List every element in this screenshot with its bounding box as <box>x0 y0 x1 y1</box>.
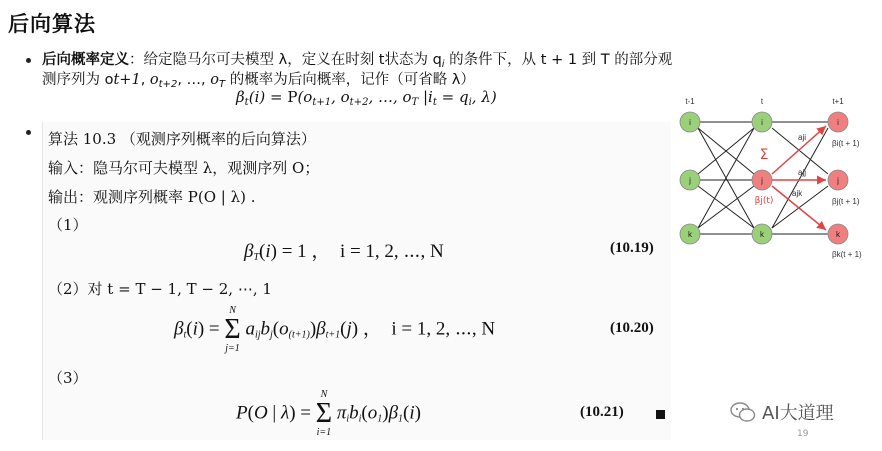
beta-right-label: βj(t + 1) <box>832 197 860 206</box>
definition-line-1: 后向概率定义：给定隐马尔可夫模型 λ，定义在时刻 t状态为 $q_i$ 的条件下，从 t + 1 到 T 的部分观 <box>42 52 673 70</box>
edge-label: ajj <box>798 168 807 177</box>
node-label: k <box>688 230 692 239</box>
bullet-dot <box>26 130 31 135</box>
beta-right-label: βk(t + 1) <box>832 250 862 259</box>
step-1-label: （1） <box>48 216 88 234</box>
bullet-dot <box>26 58 31 63</box>
col-label: t+1 <box>832 97 844 106</box>
node-label: k <box>760 230 764 239</box>
qed-square-icon <box>656 410 665 419</box>
definition-label: 后向概率定义 <box>42 52 129 68</box>
node-label: i <box>689 118 691 127</box>
node-label: i <box>837 118 839 127</box>
definition-text-d: 的概率为后向概率，记作（可省略 λ） <box>225 72 475 88</box>
beta-center-label: βj(t) <box>754 196 774 206</box>
equation-10-21: P(O | λ) = N Σ i=1 $\pi_ib_i(o_1)\beta_1(i)$ <box>236 389 421 438</box>
equation-10-20: $\beta_t(i)$ = N Σ j=1 $a_{ij}b_j(o_{(t+1)})\beta_{t+1}(j)$ ， i = 1, 2, ⋯, N <box>174 305 496 354</box>
edge-label: aji <box>798 133 807 142</box>
backward-prob-formula: $\beta_t(i) = P(o_{t+1}$, $o_{t+2}$, …, $o_T$ $|i_t = q_i$, λ) <box>236 88 497 108</box>
step-3-label: （3） <box>48 369 88 387</box>
sum-symbol: Σ <box>759 147 769 163</box>
equation-number: (10.19) <box>610 240 654 256</box>
definition-line-2: 测序列为 ot+1, $o_{t+2}$, …, $o_T$ 的概率为后向概率，记作（可省略 λ） <box>42 72 475 90</box>
step-2-label: （2）对 t = T − 1, T − 2, ⋯, 1 <box>48 280 272 298</box>
definition-text-c: 测序列为 o <box>42 72 114 88</box>
edge-label: ajk <box>792 189 803 198</box>
equation-number: (10.21) <box>580 404 624 420</box>
watermark <box>730 399 834 425</box>
col-label: t <box>760 97 764 106</box>
wechat-icon <box>730 401 756 423</box>
algorithm-input: 输入：隐马尔可夫模型 λ，观测序列 O； <box>48 159 320 177</box>
watermark-text: AI大道理 <box>762 403 834 424</box>
page-title: 后向算法 <box>8 12 96 36</box>
equation-number: (10.20) <box>610 320 654 336</box>
node-label: j <box>837 176 839 185</box>
page-number: 19 <box>797 429 809 439</box>
node-label: k <box>836 230 840 239</box>
node-label: j <box>689 176 691 185</box>
algorithm-heading: 算法 10.3 （观测序列概率的后向算法） <box>48 130 316 148</box>
eq2-tail: i = 1, 2, ⋯, N <box>391 318 496 340</box>
beta-right-label: βi(t + 1) <box>832 139 860 148</box>
col-label: t-1 <box>685 97 695 106</box>
node-label: j <box>761 176 763 185</box>
node-label: i <box>761 118 763 127</box>
eq1-tail: i = 1, 2, ⋯, N <box>339 241 444 262</box>
equation-10-19: $\beta_T(i) = 1$ ， i = 1, 2, ⋯, N <box>244 241 444 263</box>
algorithm-output: 输出：观测序列概率 P(O | λ) . <box>48 188 256 206</box>
trellis-diagram <box>672 92 877 264</box>
definition-text-b: 的条件下，从 t + 1 到 T 的部分观 <box>444 52 673 68</box>
definition-text-a: ：给定隐马尔可夫模型 λ，定义在时刻 t状态为 q <box>129 52 442 68</box>
